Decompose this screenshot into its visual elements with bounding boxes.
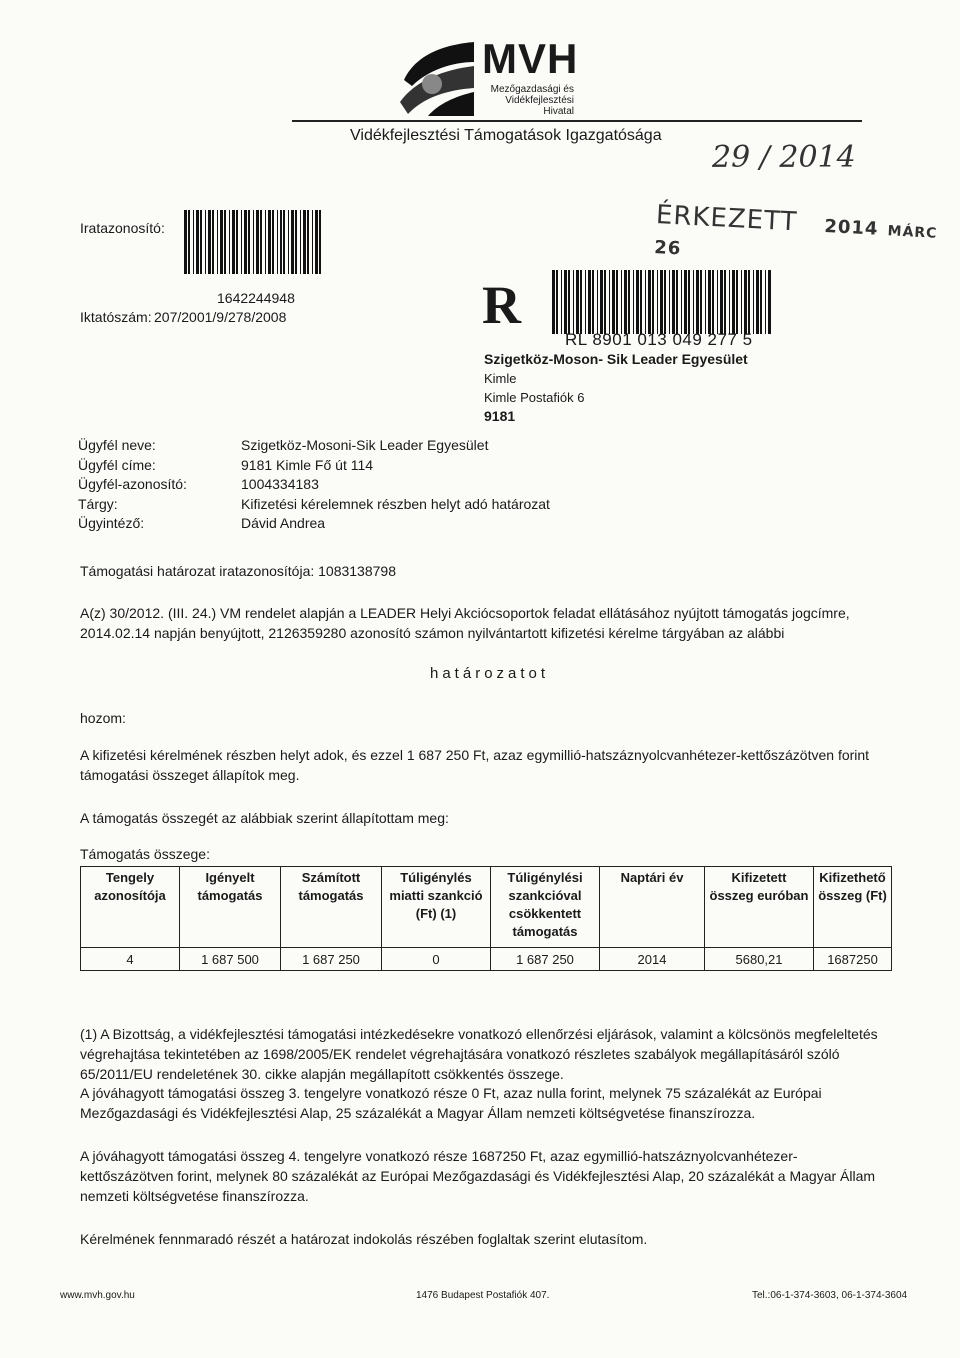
- hozom-label: hozom:: [80, 710, 126, 726]
- registered-mail-barcode: [552, 270, 780, 334]
- col-header: Túligénylési szankcióval csökkentett támogatás: [491, 867, 600, 948]
- table-caption: Támogatás összege:: [80, 846, 210, 862]
- client-row-address: Ügyfél címe: 9181 Kimle Fő út 114: [78, 456, 374, 473]
- col-header: Igényelt támogatás: [180, 867, 281, 948]
- recipient-line2: Kimle Postafiók 6: [484, 390, 585, 405]
- registered-mark: R: [482, 275, 521, 335]
- header-rule: [292, 120, 862, 122]
- iratazonosito-number: 1642244948: [217, 290, 295, 306]
- axis4-paragraph: A jóváhagyott támogatási összeg 4. tengelyre vonatkozó része 1687250 Ft, azaz egymillió-hatszáznyolcvanhétezer-kettőszázötven forint, melynek 80 százalékát az Európai Mezőgazdasági és Vidékfejlesztési Alap, 20 százalékát a Magyar Állam nemzeti költségvetése finanszírozza.: [80, 1148, 876, 1204]
- table-cell: 0: [382, 948, 491, 971]
- logo-subtitle: Mezőgazdasági és Vidékfejlesztési Hivatal: [490, 84, 574, 117]
- handwritten-note: 29 / 2014: [712, 140, 856, 175]
- document-barcode: [184, 210, 324, 274]
- recipient-zip: 9181: [484, 408, 516, 424]
- iktatoszam-value: 207/2001/9/278/2008: [154, 309, 287, 325]
- client-row-subject: Tárgy: Kifizetési kérelemnek részben helyt adó határozat: [78, 495, 550, 512]
- rejection-paragraph: Kérelmének fennmaradó részét a határozat indokolás részében foglaltak szerint elutasítom.: [80, 1231, 648, 1247]
- table-cell: 1 687 250: [491, 948, 600, 971]
- axis3-paragraph: A jóváhagyott támogatási összeg 3. tengelyre vonatkozó része 0 Ft, azaz nulla forint, melynek 75 százalékát az Európai Mezőgazdasági és Vidékfejlesztési Alap, 25 százalékát a Magyar Állam nemzeti költségvetése finanszírozza.: [80, 1085, 822, 1121]
- col-header: Kifizetett összeg euróban: [705, 867, 814, 948]
- footer-phone: Tel.:06-1-374-3603, 06-1-374-3604: [752, 1290, 908, 1301]
- registered-number: RL 8901 013 049 277 5: [565, 330, 753, 349]
- client-row-name: Ügyfél neve: Szigetköz-Mosoni-Sik Leader Egyesület: [78, 437, 489, 453]
- logo-text: MVH: [482, 35, 579, 82]
- iktatoszam-label: Iktatószám:: [80, 309, 152, 325]
- decision-word: határozatot: [430, 665, 550, 682]
- recipient-address: [484, 350, 748, 426]
- calculation-intro: A támogatás összegét az alábbiak szerint állapítottam meg:: [80, 810, 449, 826]
- support-table: [80, 866, 892, 971]
- footnote: (1) A Bizottság, a vidékfejlesztési támogatási intézkedésekre vonatkozó ellenőrzési eljárások, valamint a kölcsönös megfeleltetés végrehajtása tekintetében az 1698/2005/EK rendelet végrehajtására vonatkozó részletes szabályok megállapításáról szóló 65/2011/EU rendeletének 30. cikke alapján megállapított csökkentés összege.: [80, 1026, 878, 1082]
- col-header: Túligénylés miatti szankció (Ft) (1): [382, 867, 491, 948]
- table-header-row: [81, 867, 892, 948]
- col-header: Számított támogatás: [281, 867, 382, 948]
- table-cell: 5680,21: [705, 948, 814, 971]
- directorate-title: Vidékfejlesztési Támogatások Igazgatósága: [350, 127, 662, 144]
- intro-paragraph: A(z) 30/2012. (III. 24.) VM rendelet alapján a LEADER Helyi Akciócsoportok feladat ellátásához nyújtott támogatás jogcímre, 2014.02.14 napján benyújtott, 2126359280 azonosító számon nyilvántartott kifizetési kérelme tárgyában az alábbi: [80, 605, 850, 641]
- table-cell: 1687250: [814, 948, 892, 971]
- decision-paragraph: A kifizetési kérelmének részben helyt adok, és ezzel 1 687 250 Ft, azaz egymillió-hatszáznyolcvanhétezer-kettőszázötven forint támogatási összeget állapítok meg.: [80, 747, 870, 783]
- iratazonosito-label: Iratazonosító:: [80, 220, 165, 236]
- col-header: Tengely azonosítója: [81, 867, 180, 948]
- client-info: [78, 436, 550, 534]
- client-row-id: Ügyfél-azonosító: 1004334183: [78, 476, 319, 492]
- col-header: Kifizethető összeg (Ft): [814, 867, 892, 948]
- support-decision-id: Támogatási határozat iratazonosítója: 1083138798: [80, 563, 396, 579]
- table-cell: 1 687 500: [180, 948, 281, 971]
- table-cell: 2014: [600, 948, 705, 971]
- recipient-name: Szigetköz-Moson- Sik Leader Egyesület: [484, 351, 748, 367]
- recipient-line1: Kimle: [484, 371, 517, 386]
- table-cell: 1 687 250: [281, 948, 382, 971]
- received-stamp: ÉRKEZETT 2014 MÁRC 26: [653, 200, 938, 260]
- col-header: Naptári év: [600, 867, 705, 948]
- footer-website: www.mvh.gov.hu: [60, 1290, 135, 1301]
- table-cell: 4: [81, 948, 180, 971]
- table-row: [81, 948, 892, 971]
- client-row-officer: Ügyintéző: Dávid Andrea: [78, 515, 326, 531]
- footer-address: 1476 Budapest Postafiók 407.: [416, 1290, 550, 1301]
- mvh-logo-icon: [398, 40, 476, 118]
